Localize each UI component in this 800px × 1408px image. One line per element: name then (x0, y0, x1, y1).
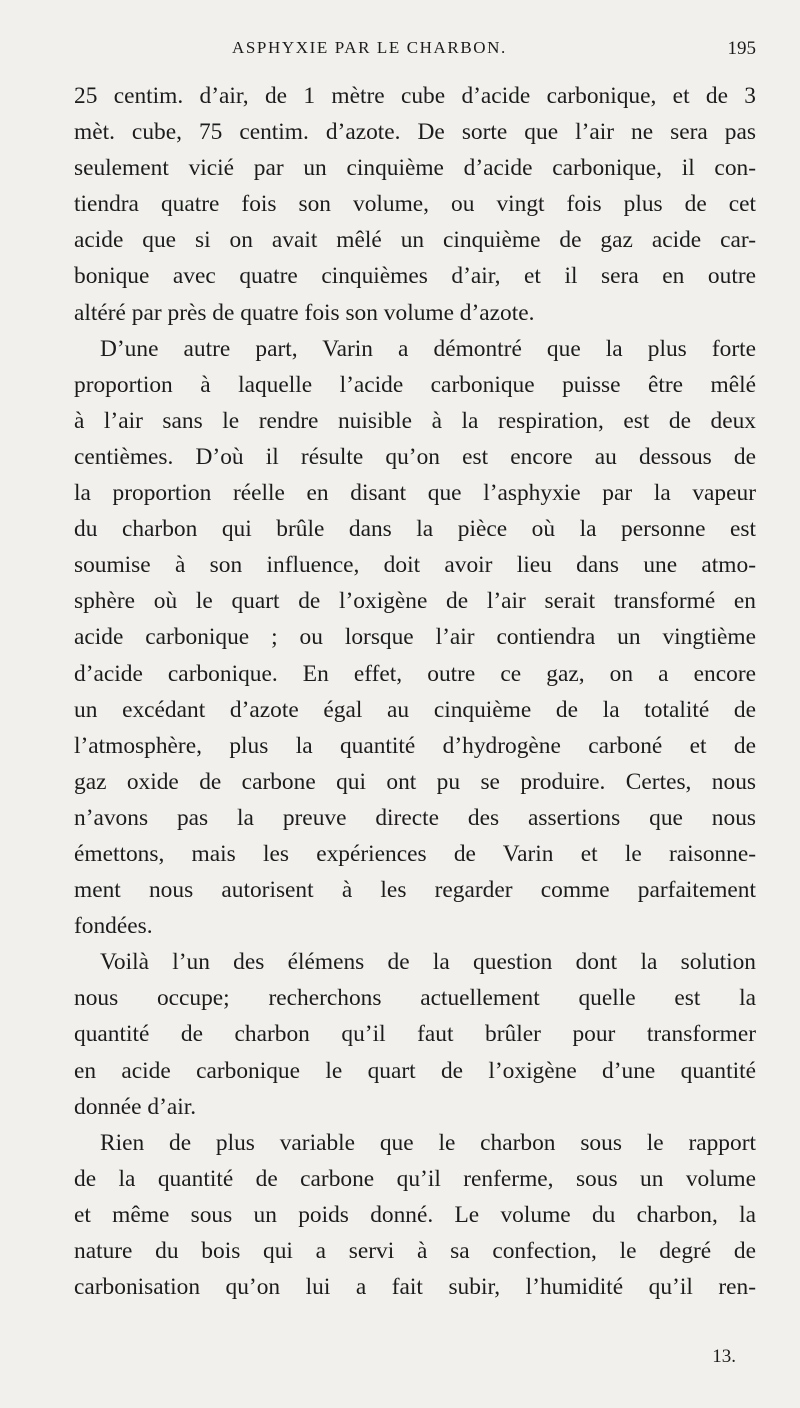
text-line: ment nous autorisent à les regarder comme parfaitement (74, 877, 756, 904)
running-head (0, 38, 800, 62)
text-line: n’avons pas la preuve directe des assertions que nous (74, 804, 756, 831)
text-line: proportion à laquelle l’acide carbonique puisse être mêlé (74, 371, 756, 398)
text-line: sphère où le quart de l’oxigène de l’air serait transformé en (74, 588, 756, 615)
text-line: à l’air sans le rendre nuisible à la respiration, est de deux (74, 407, 756, 434)
text-line: quantité de charbon qu’il faut brûler pour transformer (74, 1021, 756, 1048)
text-line: gaz oxide de carbone qui ont pu se produire. Certes, nous (74, 768, 756, 795)
text-line: nous occupe; recherchons actuellement quelle est la (74, 985, 756, 1012)
text-line: en acide carbonique le quart de l’oxigène d’une quantité (74, 1057, 756, 1084)
text-line: donnée d’air. (74, 1093, 197, 1120)
text-line: la proportion réelle en disant que l’asphyxie par la vapeur (74, 480, 756, 507)
text-line: de la quantité de carbone qu’il renferme, sous un volume (74, 1165, 756, 1192)
text-line: un excédant d’azote égal au cinquième de la totalité de (74, 696, 756, 723)
text-line: bonique avec quatre cinquièmes d’air, et il sera en outre (74, 263, 756, 290)
text-line: carbonisation qu’on lui a fait subir, l’humidité qu’il ren- (74, 1274, 756, 1301)
text-line: du charbon qui brûle dans la pièce où la personne est (74, 516, 756, 543)
text-line: d’acide carbonique. En effet, outre ce gaz, on a encore (74, 660, 756, 687)
text-line: acide que si on avait mêlé un cinquième de gaz acide car- (74, 227, 756, 254)
text-line: Rien de plus variable que le charbon sous le rapport (100, 1129, 756, 1156)
text-line: centièmes. D’où il résulte qu’on est encore au dessous de (74, 443, 756, 470)
text-line: émettons, mais les expériences de Varin et le raisonne- (74, 840, 756, 867)
text-line: seulement vicié par un cinquième d’acide carbonique, il con- (74, 155, 756, 182)
running-title: ASPHYXIE PAR LE CHARBON. (232, 38, 507, 57)
text-line: altéré par près de quatre fois son volume d’azote. (74, 299, 535, 326)
text-line: nature du bois qui a servi à sa confection, le degré de (74, 1238, 756, 1264)
text-line: Voilà l’un des élémens de la question dont la solution (100, 949, 756, 976)
text-line: l’atmosphère, plus la quantité d’hydrogène carboné et de (74, 732, 756, 759)
text-line: mèt. cube, 75 centim. d’azote. De sorte que l’air ne sera pas (74, 119, 756, 146)
text-line: D’une autre part, Varin a démontré que la plus forte (100, 335, 756, 362)
page-number: 195 (727, 38, 756, 59)
text-line: soumise à son influence, doit avoir lieu dans une atmo- (74, 552, 756, 579)
text-line: et même sous un poids donné. Le volume du charbon, la (74, 1201, 756, 1228)
body-text (74, 78, 756, 1305)
text-line: acide carbonique ; ou lorsque l’air contiendra un vingtième (74, 624, 756, 651)
text-line: fondées. (74, 913, 153, 940)
text-line: tiendra quatre fois son volume, ou vingt fois plus de cet (74, 191, 756, 218)
signature-mark: 13. (712, 1346, 736, 1367)
text-line: 25 centim. d’air, de 1 mètre cube d’acide carbonique, et de 3 (74, 83, 756, 109)
